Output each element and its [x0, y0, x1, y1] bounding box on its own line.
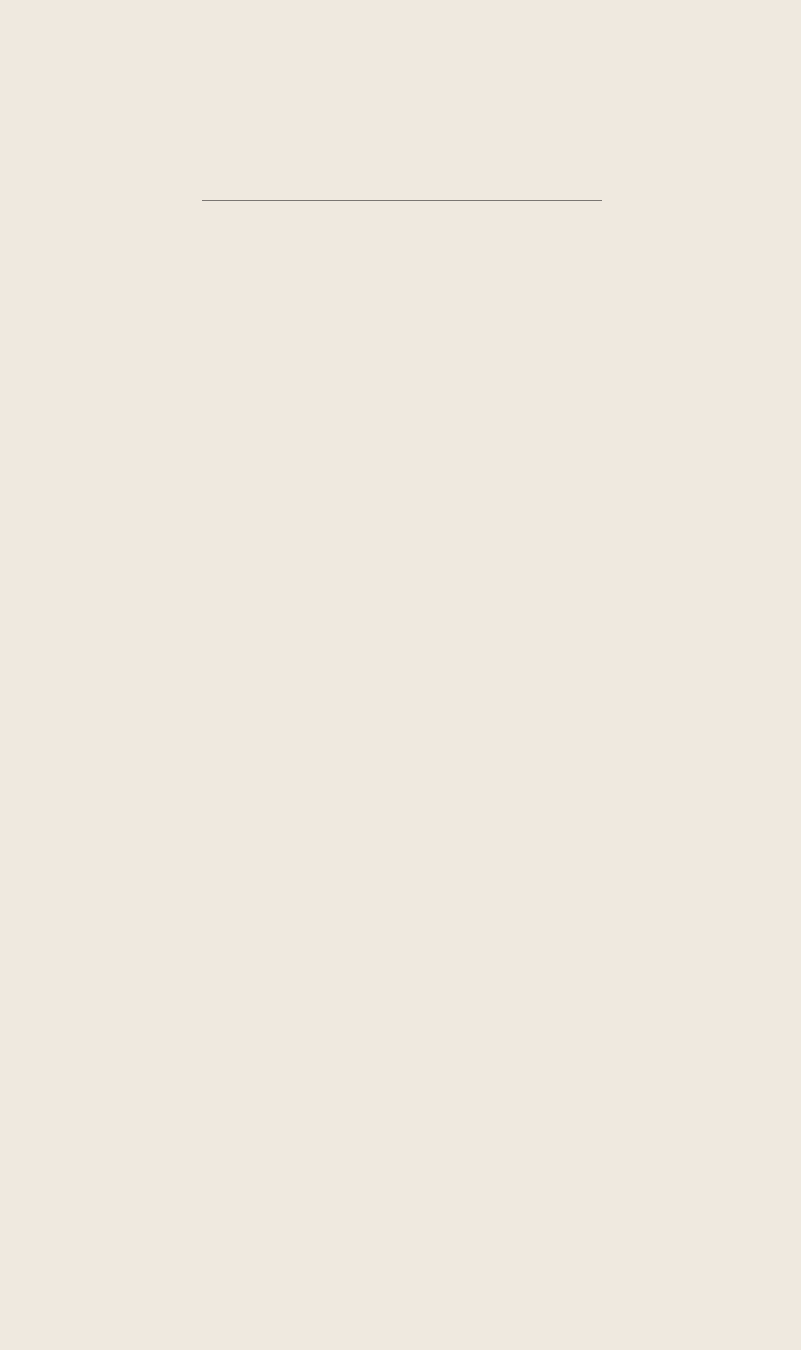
section-divider: [202, 200, 602, 201]
